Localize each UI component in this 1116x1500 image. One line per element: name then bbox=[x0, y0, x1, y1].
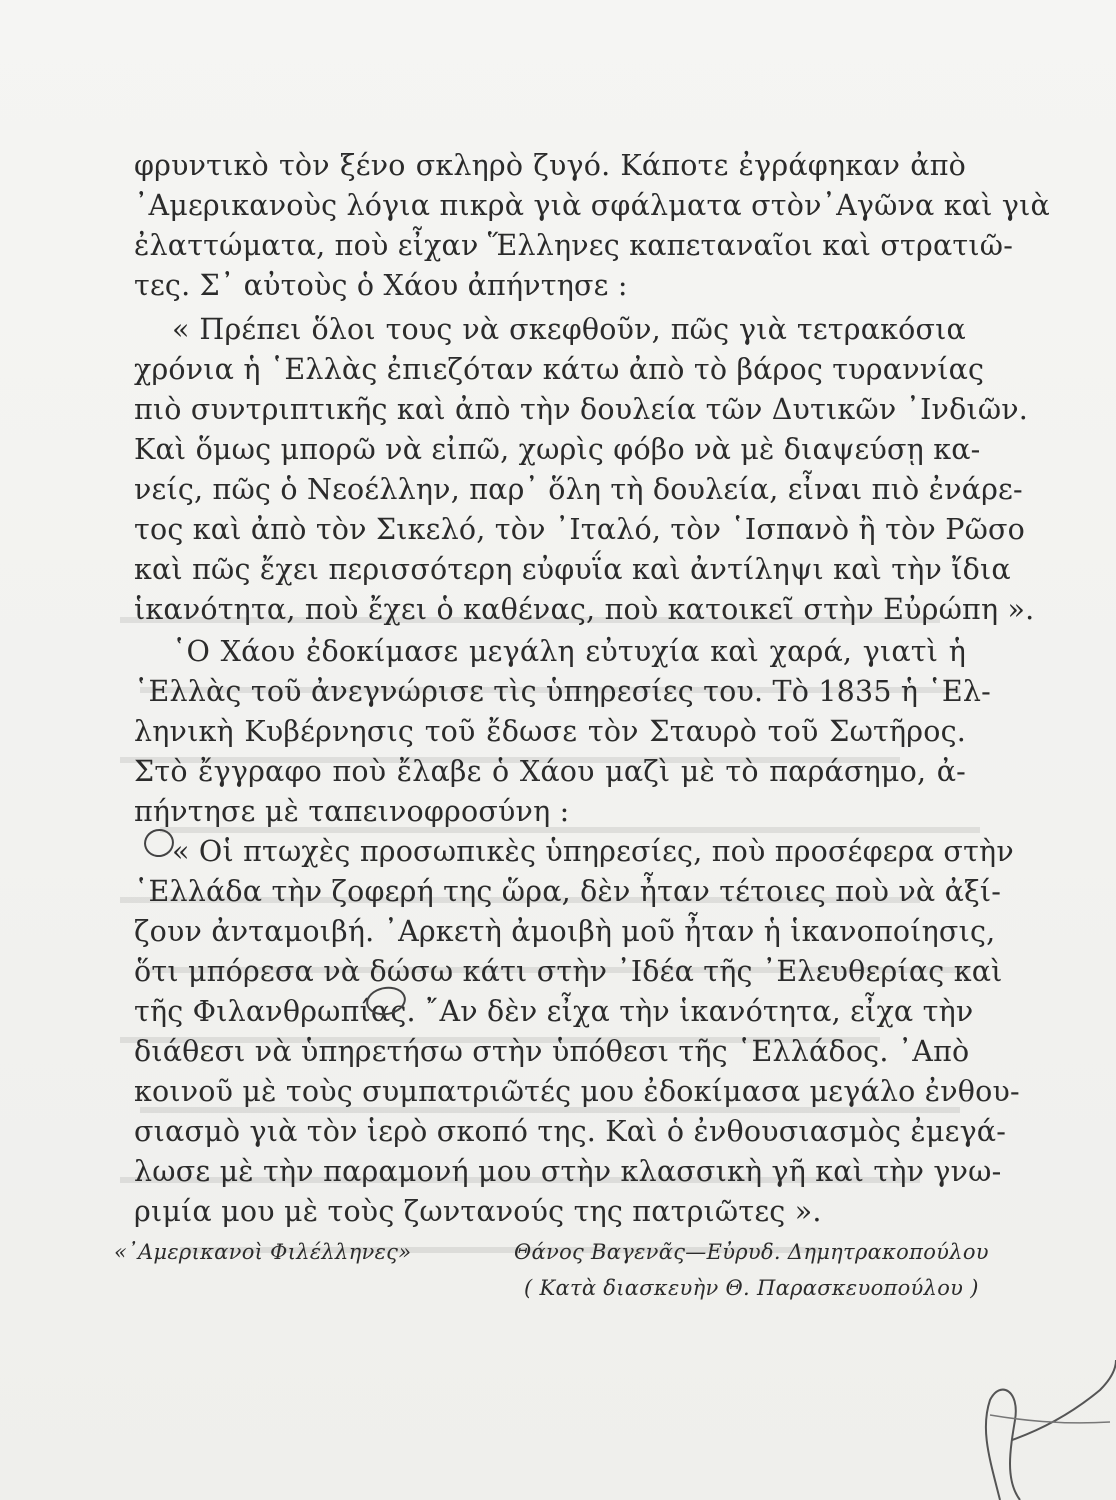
text-line: φρυντικὸ τὸν ξένο σκληρὸ ζυγό. Κάποτε ἐγράφηκαν ἀπὸ bbox=[134, 149, 966, 182]
text-line: ῾Ελλάδα τὴν ζοφερή της ὥρα, δὲν ἦταν τέτοιες ποὺ νὰ ἀξί- bbox=[134, 875, 1002, 908]
text-line: τες. Σ᾿ αὐτοὺς ὁ Χάου ἀπήντησε : bbox=[134, 269, 628, 302]
text-line: ἐλαττώματα, ποὺ εἶχαν Ἕλληνες καπεταναῖοι καὶ στρατιῶ- bbox=[134, 229, 1014, 262]
text-line: « Πρέπει ὅλοι τους νὰ σκεφθοῦν, πῶς γιὰ τετρακόσια bbox=[172, 313, 966, 346]
text-line: τος καὶ ἀπὸ τὸν Σικελό, τὸν ᾿Ιταλό, τὸν ῾Ισπανὸ ἢ τὸν Ρῶσο bbox=[134, 513, 1026, 546]
footer-adaptation: ( Κατὰ διασκευὴν Θ. Παρασκευοπούλου ) bbox=[524, 1276, 979, 1300]
text-line: σιασμὸ γιὰ τὸν ἱερὸ σκοπό της. Καὶ ὁ ἐνθουσιασμὸς ἐμεγά- bbox=[134, 1115, 1007, 1148]
footer-source: «᾿Αμερικανοὶ Φιλέλληνες» bbox=[114, 1240, 412, 1264]
text-line: νείς, πῶς ὁ Νεοέλλην, παρ᾿ ὅλη τὴ δουλεία, εἶναι πιὸ ἐνάρε- bbox=[134, 473, 1023, 506]
footer-authors: Θάνος Βαγενᾶς—Εὐρυδ. Δημητρακοπούλου bbox=[514, 1240, 989, 1264]
text-line: τῆς Φιλανθρωπίας. ῎Αν δὲν εἶχα τὴν ἱκανότητα, εἶχα τὴν bbox=[134, 995, 974, 1028]
text-line: ριμία μου μὲ τοὺς ζωντανούς της πατριῶτες ». bbox=[134, 1195, 822, 1228]
text-line: ῾Ο Χάου ἐδοκίμασε μεγάλη εὐτυχία καὶ χαρά, γιατὶ ἡ bbox=[172, 635, 966, 668]
text-line: ὅτι μπόρεσα νὰ δώσω κάτι στὴν ᾿Ιδέα τῆς ᾿Ελευθερίας καὶ bbox=[134, 955, 1003, 988]
text-line: διάθεσι νὰ ὑπηρετήσω στὴν ὑπόθεσι τῆς ῾Ελλάδος. ᾿Απὸ bbox=[134, 1035, 970, 1068]
text-line: ἱκανότητα, ποὺ ἔχει ὁ καθένας, ποὺ κατοικεῖ στὴν Εὐρώπη ». bbox=[134, 593, 1035, 626]
text-line: ῾Ελλὰς τοῦ ἀνεγνώρισε τὶς ὑπηρεσίες του. Τὸ 1835 ἡ ῾Ελ- bbox=[134, 675, 991, 708]
text-line: « Οἱ πτωχὲς προσωπικὲς ὑπηρεσίες, ποὺ προσέφερα στὴν bbox=[172, 835, 1014, 868]
text-line: ληνικὴ Κυβέρνησις τοῦ ἔδωσε τὸν Σταυρὸ τοῦ Σωτῆρος. bbox=[134, 715, 966, 748]
text-line: πήντησε μὲ ταπεινοφροσύνη : bbox=[134, 795, 570, 828]
text-line: χρόνια ἡ ῾Ελλὰς ἐπιεζόταν κάτω ἀπὸ τὸ βάρος τυραννίας bbox=[134, 353, 985, 386]
text-line: Στὸ ἔγγραφο ποὺ ἔλαβε ὁ Χάου μαζὶ μὲ τὸ παράσημο, ἀ- bbox=[134, 755, 966, 788]
text-line: λωσε μὲ τὴν παραμονή μου στὴν κλασσικὴ γῆ καὶ τὴν γνω- bbox=[134, 1155, 1002, 1188]
text-line: κοινοῦ μὲ τοὺς συμπατριῶτές μου ἐδοκίμασα μεγάλο ἐνθου- bbox=[134, 1075, 1020, 1108]
text-line: ᾿Αμερικανοὺς λόγια πικρὰ γιὰ σφάλματα στὸν᾿Αγῶνα καὶ γιὰ bbox=[134, 189, 1050, 222]
text-line: ζουν ἀνταμοιβή. ᾿Αρκετὴ ἀμοιβὴ μοῦ ἦταν ἡ ἱκανοποίησις, bbox=[134, 915, 996, 948]
pen-scribble-mark bbox=[960, 1320, 1116, 1500]
text-line: καὶ πῶς ἔχει περισσότερη εὐφυΐα καὶ ἀντίληψι καὶ τὴν ἴδια bbox=[134, 553, 1011, 586]
text-line: Καὶ ὅμως μπορῶ νὰ εἰπῶ, χωρὶς φόβο νὰ μὲ διαψεύσῃ κα- bbox=[134, 433, 981, 466]
text-line: πιὸ συντριπτικῆς καὶ ἀπὸ τὴν δουλεία τῶν Δυτικῶν ᾿Ινδιῶν. bbox=[134, 393, 1029, 426]
